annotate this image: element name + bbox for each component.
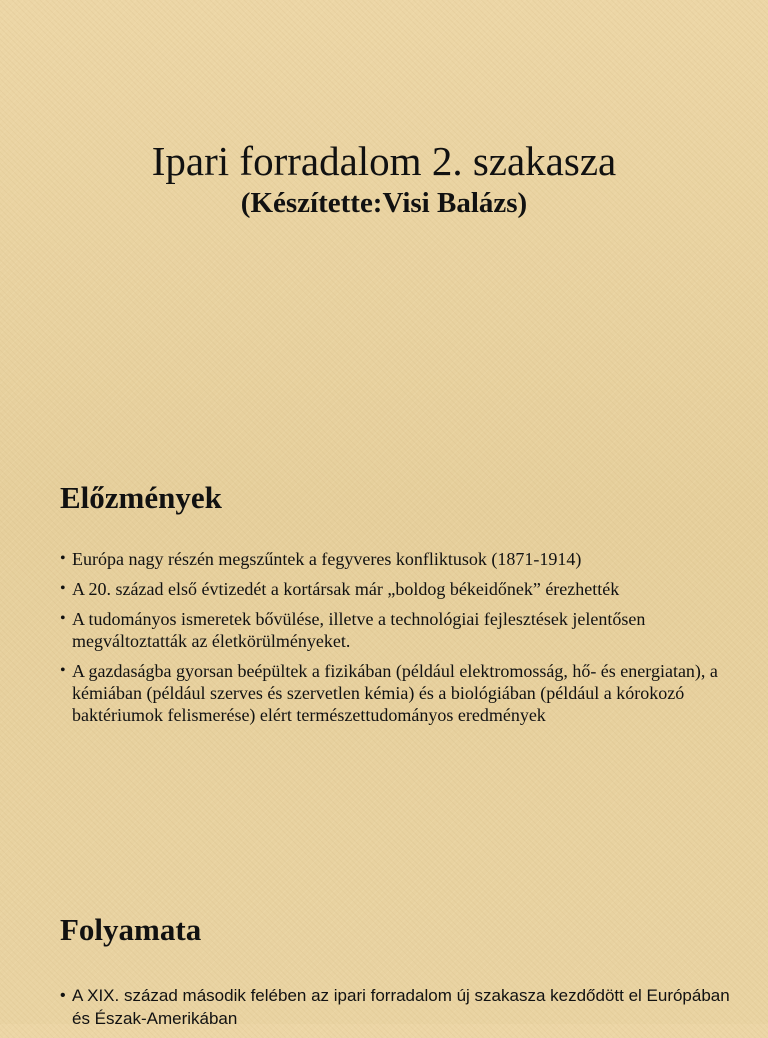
list-item-text: Európa nagy részén megszűntek a fegyveres konfliktusok (1871-1914) [72,549,582,569]
list-item [60,984,750,1030]
section-heading-process: Folyamata [60,912,202,947]
bullet-icon: • [60,550,66,567]
list-item-text: A XIX. század második felében az ipari forradalom új szakasza kezdődött el Európában és Észak-Amerikában [72,986,730,1028]
slide-title: Ipari forradalom 2. szakasza [151,138,617,184]
list-item-text: A gazdaságba gyorsan beépültek a fizikában (például elektromosság, hő- és energiatan), a kémiában (például szerves és szervetlen kémia) és a biológiában (például a kórokozó baktériumok felismerése) elért természettudományos eredmények [72,661,718,725]
section-heading-precedents: Előzmények [60,480,222,515]
process-slide [0,860,768,1028]
precedents-slide [0,420,768,860]
precedents-bullet-list [60,548,750,734]
list-item-text: A tudományos ismeretek bővülése, illetve a technológiai fejlesztések jelentősen megváltoztatták az életkörülményeket. [72,609,646,651]
list-item-text: A 20. század első évtizedét a kortársak már „boldog békeidőnek” érezhették [72,579,620,599]
bullet-icon: • [60,987,66,1004]
bullet-icon: • [60,610,66,627]
process-bullet-list [60,984,750,1038]
list-item [60,608,750,652]
title-slide [0,0,768,420]
list-item [60,660,750,726]
bullet-icon: • [60,662,66,679]
list-item [60,578,750,600]
slide-subtitle: (Készítette:Visi Balázs) [240,187,528,219]
bullet-icon: • [60,580,66,597]
list-item [60,548,750,570]
